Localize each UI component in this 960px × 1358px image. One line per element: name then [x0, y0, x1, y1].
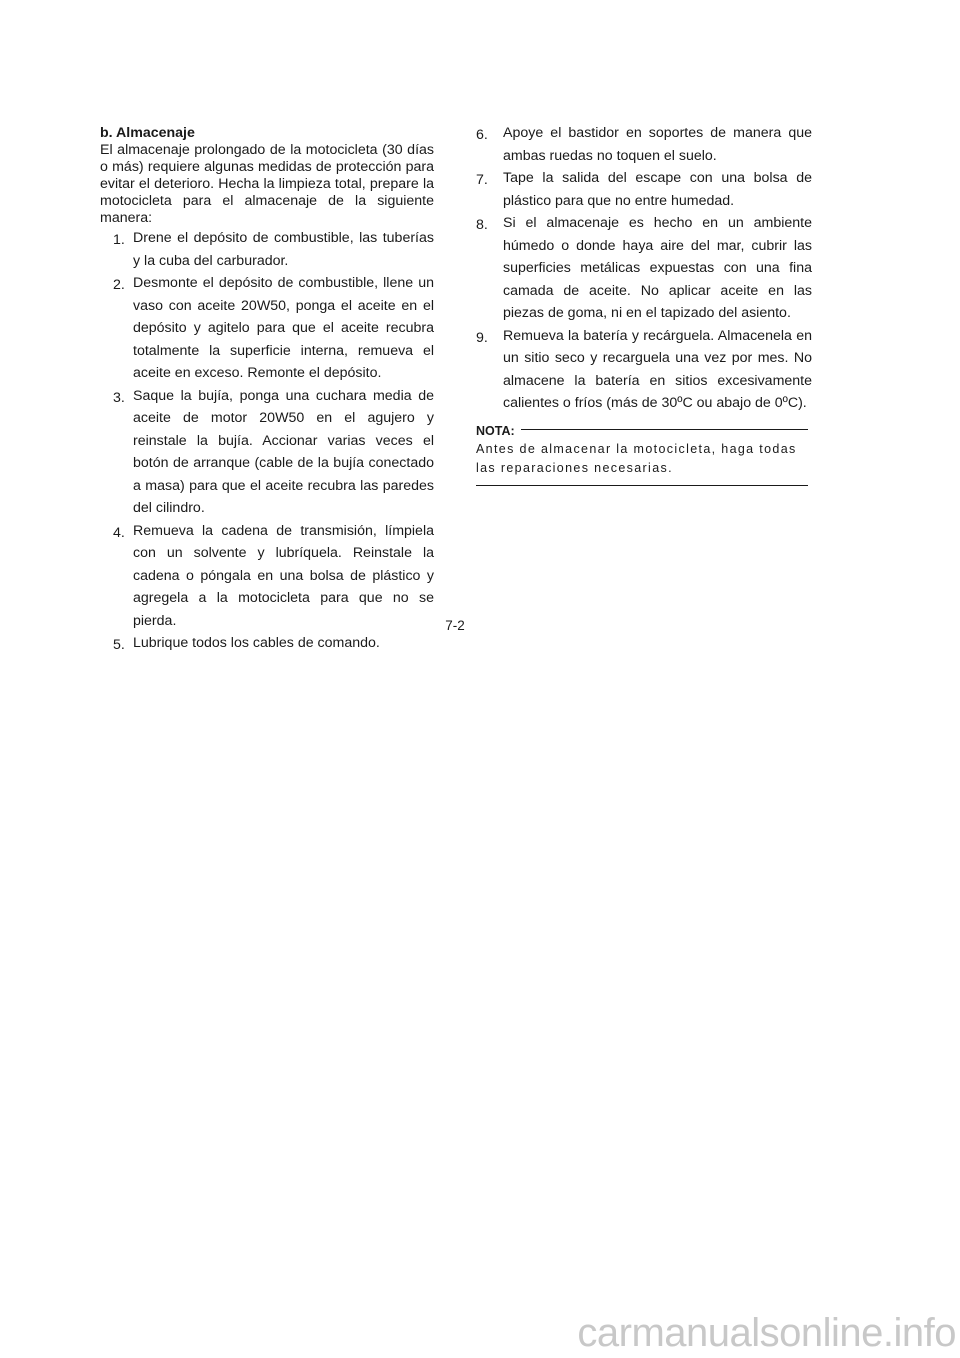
section-heading: b. Almacenaje [100, 125, 195, 141]
list-item [476, 122, 812, 167]
list-item [476, 325, 812, 415]
intro-paragraph: El almacenaje prolongado de la motocicleta (30 días o más) requiere algunas medidas de protección para evitar el deterioro. Hecha la limpieza total, prepare la motocicleta para el almacenaje de la siguiente manera: [100, 142, 434, 226]
step-number: 3. [113, 389, 125, 406]
step-number: 5. [113, 637, 125, 653]
step-number: 4. [113, 524, 125, 541]
step-text: Drene el depósito de combustible, las tuberías y la cuba del carburador. [133, 230, 434, 269]
storage-steps-list [100, 227, 434, 655]
step-text: Desmonte el depósito de combustible, llene un vaso con aceite 20W50, ponga el aceite en el depósito y agitelo para que el aceite recubra totalmente la superficie interna, remueva el aceite en exceso. Remonte el depósito. [133, 275, 434, 381]
list-item [476, 212, 812, 325]
note-text: Antes de almacenar la motocicleta, haga todas las reparaciones necesarias. [476, 440, 808, 486]
list-item [100, 227, 434, 272]
step-text: Lubrique todos los cables de comando. [133, 635, 380, 651]
step-number: 7. [476, 172, 488, 188]
right-column [476, 122, 812, 486]
note-divider [521, 429, 808, 430]
note-header [476, 424, 808, 438]
step-text: Si el almacenaje es hecho en un ambiente húmedo o donde haya aire del mar, cubrir las superficies metálicas expuestas con una fina camada de aceite. No aplicar aceite en las piezas de goma, ni en el tapizado del asiento. [503, 215, 812, 321]
step-number: 8. [476, 217, 488, 233]
step-number: 2. [113, 277, 125, 293]
step-text: Remueva la cadena de transmisión, límpiela con un solvente y lubríquela. Reinstale la cadena o póngala en una bolsa de plástico y agregela a la motocicleta para que no se pierda. [133, 522, 434, 629]
list-item [100, 272, 434, 385]
list-item [476, 167, 812, 212]
watermark: carmanualsonline.info [577, 1311, 956, 1355]
list-item [100, 385, 434, 520]
step-number: 9. [476, 329, 488, 346]
note-box [476, 424, 808, 486]
step-text: Tape la salida del escape con una bolsa de plástico para que no entre humedad. [503, 170, 812, 209]
storage-steps-list-continued [476, 122, 812, 415]
list-item [100, 632, 434, 655]
list-item [100, 520, 434, 633]
step-text: Saque la bujía, ponga una cuchara media de aceite de motor 20W50 en el agujero y reinstale la bujía. Accionar varias veces el botón de arranque (cable de la bujía conectado a masa) para que el aceite recubra las paredes del cilindro. [133, 387, 434, 516]
step-number: 6. [476, 127, 488, 143]
step-text: Apoye el bastidor en soportes de manera que ambas ruedas no toquen el suelo. [503, 125, 812, 164]
step-number: 1. [113, 232, 125, 248]
step-text: Remueva la batería y recárguela. Almacenela en un sitio seco y recarguela una vez por mes. No almacene la batería en sitios excesivamente calientes o fríos (más de 30ºC ou abajo de 0ºC). [503, 327, 812, 411]
page-number: 7-2 [445, 618, 465, 633]
left-column [100, 125, 434, 655]
note-label: NOTA: [476, 423, 515, 438]
